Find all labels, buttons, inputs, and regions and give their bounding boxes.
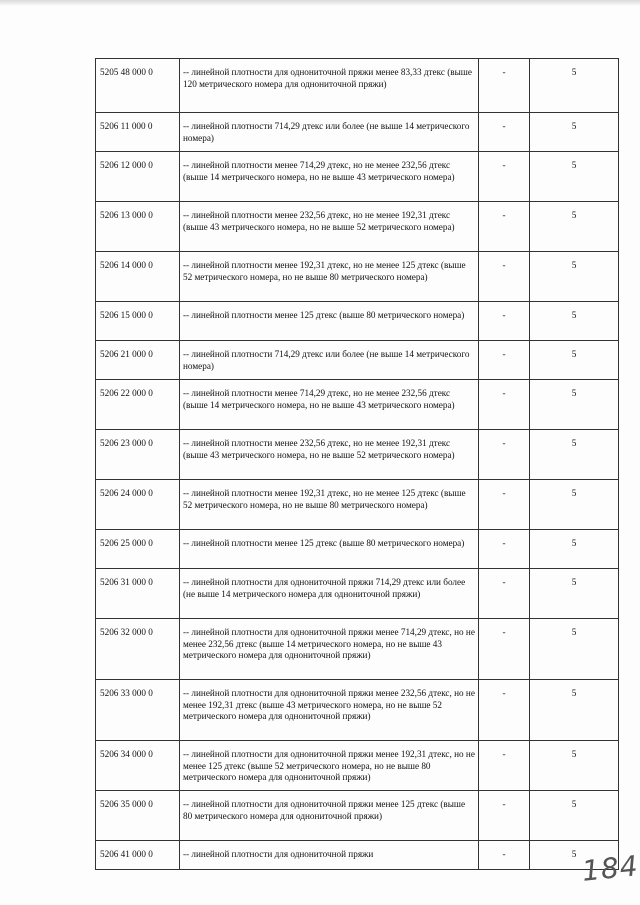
duty-rate: 5 xyxy=(530,841,619,870)
unit-cell: - xyxy=(479,380,530,430)
commodity-description: -- линейной плотности для однониточной пряжи xyxy=(180,841,479,870)
table-row xyxy=(96,59,619,113)
unit-cell: - xyxy=(479,741,530,791)
unit-cell: - xyxy=(479,59,530,113)
duty-rate: 5 xyxy=(530,341,619,380)
commodity-description: -- линейной плотности менее 232,56 дтекс, но не менее 192,31 дтекс (выше 43 метрического номера, но не выше 52 метрического номера) xyxy=(180,430,479,480)
table-row xyxy=(96,680,619,741)
commodity-code: 5206 13 000 0 xyxy=(96,202,180,252)
duty-rate: 5 xyxy=(530,530,619,569)
commodity-code: 5206 23 000 0 xyxy=(96,430,180,480)
table-row xyxy=(96,430,619,480)
commodity-code: 5206 15 000 0 xyxy=(96,302,180,341)
unit-cell: - xyxy=(479,791,530,841)
unit-cell: - xyxy=(479,841,530,870)
table-row xyxy=(96,152,619,202)
duty-rate: 5 xyxy=(530,59,619,113)
tariff-table xyxy=(95,58,619,870)
commodity-code: 5206 34 000 0 xyxy=(96,741,180,791)
commodity-code: 5206 31 000 0 xyxy=(96,569,180,619)
duty-rate: 5 xyxy=(530,619,619,680)
commodity-code: 5206 24 000 0 xyxy=(96,480,180,530)
unit-cell: - xyxy=(479,252,530,302)
commodity-description: -- линейной плотности менее 714,29 дтекс, но не менее 232,56 дтекс (выше 14 метрического номера, но не выше 43 метрического номера) xyxy=(180,380,479,430)
duty-rate: 5 xyxy=(530,791,619,841)
commodity-description: -- линейной плотности для однониточной пряжи менее 714,29 дтекс, но не менее 232,56 дтекс (выше 14 метрического номера, но не выше 43 метрического номера для однониточной пряжи) xyxy=(180,619,479,680)
commodity-description: -- линейной плотности менее 192,31 дтекс, но не менее 125 дтекс (выше 52 метрического номера, но не выше 80 метрического номера) xyxy=(180,252,479,302)
duty-rate: 5 xyxy=(530,569,619,619)
duty-rate: 5 xyxy=(530,480,619,530)
duty-rate: 5 xyxy=(530,252,619,302)
unit-cell: - xyxy=(479,480,530,530)
unit-cell: - xyxy=(479,430,530,480)
commodity-description: -- линейной плотности менее 714,29 дтекс, но не менее 232,56 дтекс (выше 14 метрического номера, но не выше 43 метрического номера) xyxy=(180,152,479,202)
duty-rate: 5 xyxy=(530,380,619,430)
commodity-code: 5206 33 000 0 xyxy=(96,680,180,741)
table-row xyxy=(96,380,619,430)
duty-rate: 5 xyxy=(530,741,619,791)
duty-rate: 5 xyxy=(530,152,619,202)
handwritten-page-number: 184 xyxy=(580,849,640,888)
unit-cell: - xyxy=(479,619,530,680)
duty-rate: 5 xyxy=(530,202,619,252)
duty-rate: 5 xyxy=(530,430,619,480)
table-row xyxy=(96,302,619,341)
table-row xyxy=(96,619,619,680)
commodity-description: -- линейной плотности для однониточной пряжи менее 83,33 дтекс (выше 120 метрического номера для однониточной пряжи) xyxy=(180,59,479,113)
duty-rate: 5 xyxy=(530,680,619,741)
commodity-description: -- линейной плотности менее 192,31 дтекс, но не менее 125 дтекс (выше 52 метрического номера, но не выше 80 метрического номера) xyxy=(180,480,479,530)
commodity-description: -- линейной плотности для однониточной пряжи 714,29 дтекс или более (не выше 14 метрического номера для однониточной пряжи) xyxy=(180,569,479,619)
commodity-code: 5206 35 000 0 xyxy=(96,791,180,841)
unit-cell: - xyxy=(479,680,530,741)
commodity-description: -- линейной плотности для однониточной пряжи менее 125 дтекс (выше 80 метрического номера для однониточной пряжи) xyxy=(180,791,479,841)
unit-cell: - xyxy=(479,530,530,569)
unit-cell: - xyxy=(479,113,530,152)
table-row xyxy=(96,841,619,870)
duty-rate: 5 xyxy=(530,113,619,152)
table-row xyxy=(96,480,619,530)
table-row xyxy=(96,113,619,152)
commodity-description: -- линейной плотности для однониточной пряжи менее 192,31 дтекс, но не менее 125 дтекс (выше 52 метрического номера, но не выше 80 метрического номера для однониточной пряжи) xyxy=(180,741,479,791)
table-row xyxy=(96,791,619,841)
table-row xyxy=(96,252,619,302)
unit-cell: - xyxy=(479,152,530,202)
commodity-description: -- линейной плотности менее 232,56 дтекс, но не менее 192,31 дтекс (выше 43 метрического номера, но не выше 52 метрического номера) xyxy=(180,202,479,252)
commodity-description: -- линейной плотности для однониточной пряжи менее 232,56 дтекс, но не менее 192,31 дтекс (выше 43 метрического номера, но не выше 52 метрического номера для однониточной пряжи) xyxy=(180,680,479,741)
commodity-description: -- линейной плотности менее 125 дтекс (выше 80 метрического номера) xyxy=(180,530,479,569)
unit-cell: - xyxy=(479,341,530,380)
scan-edge-shadow xyxy=(0,0,640,6)
commodity-code: 5205 48 000 0 xyxy=(96,59,180,113)
commodity-code: 5206 14 000 0 xyxy=(96,252,180,302)
unit-cell: - xyxy=(479,202,530,252)
commodity-description: -- линейной плотности 714,29 дтекс или более (не выше 14 метрического номера) xyxy=(180,341,479,380)
commodity-code: 5206 11 000 0 xyxy=(96,113,180,152)
table-row xyxy=(96,530,619,569)
commodity-description: -- линейной плотности менее 125 дтекс (выше 80 метрического номера) xyxy=(180,302,479,341)
table-row xyxy=(96,569,619,619)
commodity-code: 5206 32 000 0 xyxy=(96,619,180,680)
commodity-code: 5206 41 000 0 xyxy=(96,841,180,870)
commodity-description: -- линейной плотности 714,29 дтекс или более (не выше 14 метрического номера) xyxy=(180,113,479,152)
unit-cell: - xyxy=(479,569,530,619)
commodity-code: 5206 12 000 0 xyxy=(96,152,180,202)
table-row xyxy=(96,341,619,380)
table-row xyxy=(96,202,619,252)
duty-rate: 5 xyxy=(530,302,619,341)
commodity-code: 5206 25 000 0 xyxy=(96,530,180,569)
unit-cell: - xyxy=(479,302,530,341)
commodity-code: 5206 22 000 0 xyxy=(96,380,180,430)
table-row xyxy=(96,741,619,791)
commodity-code: 5206 21 000 0 xyxy=(96,341,180,380)
